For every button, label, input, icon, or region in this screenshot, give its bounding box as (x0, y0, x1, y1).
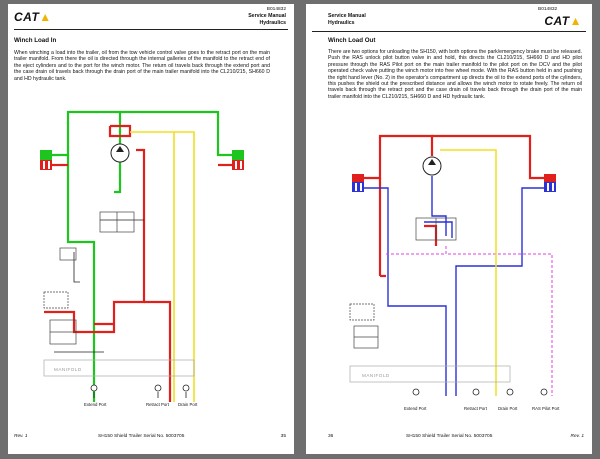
port-label: Retract Port (146, 402, 169, 407)
hydraulic-diagram-load-out (326, 126, 586, 416)
right-cylinder-icon (544, 174, 556, 192)
cat-logo-triangle-icon: ▲ (39, 10, 52, 24)
footer-center: SH150 Shield Trailer Serial No. 5003705 (406, 434, 493, 439)
drain-lines (440, 150, 496, 396)
left-cylinder-icon (40, 150, 52, 170)
pressure-lines (44, 126, 232, 402)
winch-motor-icon (111, 144, 129, 162)
left-cylinder-icon (352, 174, 364, 192)
footer-rev: Rev. 1 (14, 434, 28, 439)
port-label: Retract Port (464, 406, 487, 411)
header-title: Service Manual (248, 13, 286, 20)
header-rule (14, 29, 288, 30)
body-text: There are two options for unloading the SH150, with both options the park/emergency brake must be released. Push the RAS unlock pilot button valve in and hold, this directs the CL210/215, SH660 D and HD pilot pressure through the RAS Pilot port on the main trailer manifold to the pilot port on the DCV and the pilot operated check valve putting the winch motor into free wheel mode. With the RAS button held in and pushing the right hand lever (No. 2) in the operator's compartment up directs the oil to the extend ports of the cylinders, this pushes the shield out the prescribed distance and allows the winch motor to rotate freely. The return oil travels back through the retract port and the case drain oil travels back through the drain port of the main trailer manifold into the CL210/215, SH660 D and HD hydraulic tank. (328, 49, 582, 100)
manifold-label: MANIFOLD (362, 373, 390, 378)
section-title: Winch Load In (14, 37, 57, 44)
valve-icon (44, 212, 194, 376)
cat-logo: CAT▲ (544, 14, 582, 28)
cat-logo: CAT▲ (14, 10, 52, 24)
header-title: Service Manual (328, 13, 366, 20)
page-header (248, 7, 286, 26)
footer-rev: Rev. 1 (570, 434, 584, 439)
cat-logo-triangle-icon: ▲ (569, 14, 582, 28)
port-label: Drain Port (498, 406, 518, 411)
header-subtitle: Hydraulics (328, 19, 355, 26)
manifold-label: MANIFOLD (54, 367, 82, 372)
valve-icon (350, 218, 510, 382)
doc-number: B014832 (538, 7, 558, 12)
footer-page-number: 35 (280, 434, 286, 439)
return-lines (364, 176, 544, 396)
port-fitting-icon (413, 389, 547, 395)
body-text: When winching a load into the trailer, oil from the tow vehicle control valve goes to the retract port on the main trailer manifold. From there the oil is directed through the internal galleries of the manifold to the retract end of the eject cylinders and to the port for the winch motor. The return oil travels back through the extend port and the case drain oil travels back through the drain port of the main trailer manifold into the CL210/215, SH660 D and HD hydraulic tank. (14, 50, 270, 82)
footer-center: SH150 Shield Trailer Serial No. 5003705 (98, 434, 185, 439)
pressure-lines (364, 136, 544, 276)
port-arrows (94, 392, 186, 398)
pilot-lines (386, 246, 552, 396)
header-rule (312, 31, 586, 32)
right-cylinder-icon (232, 150, 244, 170)
port-label: Extend Port (404, 406, 427, 411)
drain-lines (130, 132, 194, 402)
winch-motor-icon (423, 157, 441, 175)
section-title: Winch Load Out (328, 37, 376, 44)
doc-number: B014832 (266, 7, 286, 12)
port-label: Drain Port (178, 402, 198, 407)
port-label: RAS Pilot Port (532, 406, 560, 411)
footer-page-number: 36 (328, 434, 334, 439)
hydraulic-diagram-load-in (14, 102, 288, 412)
left-page (8, 4, 294, 454)
page-header (328, 7, 557, 26)
header-subtitle: Hydraulics (259, 19, 286, 26)
port-label: Extend Port (84, 402, 107, 407)
return-lines (52, 112, 232, 402)
right-page (306, 4, 592, 454)
